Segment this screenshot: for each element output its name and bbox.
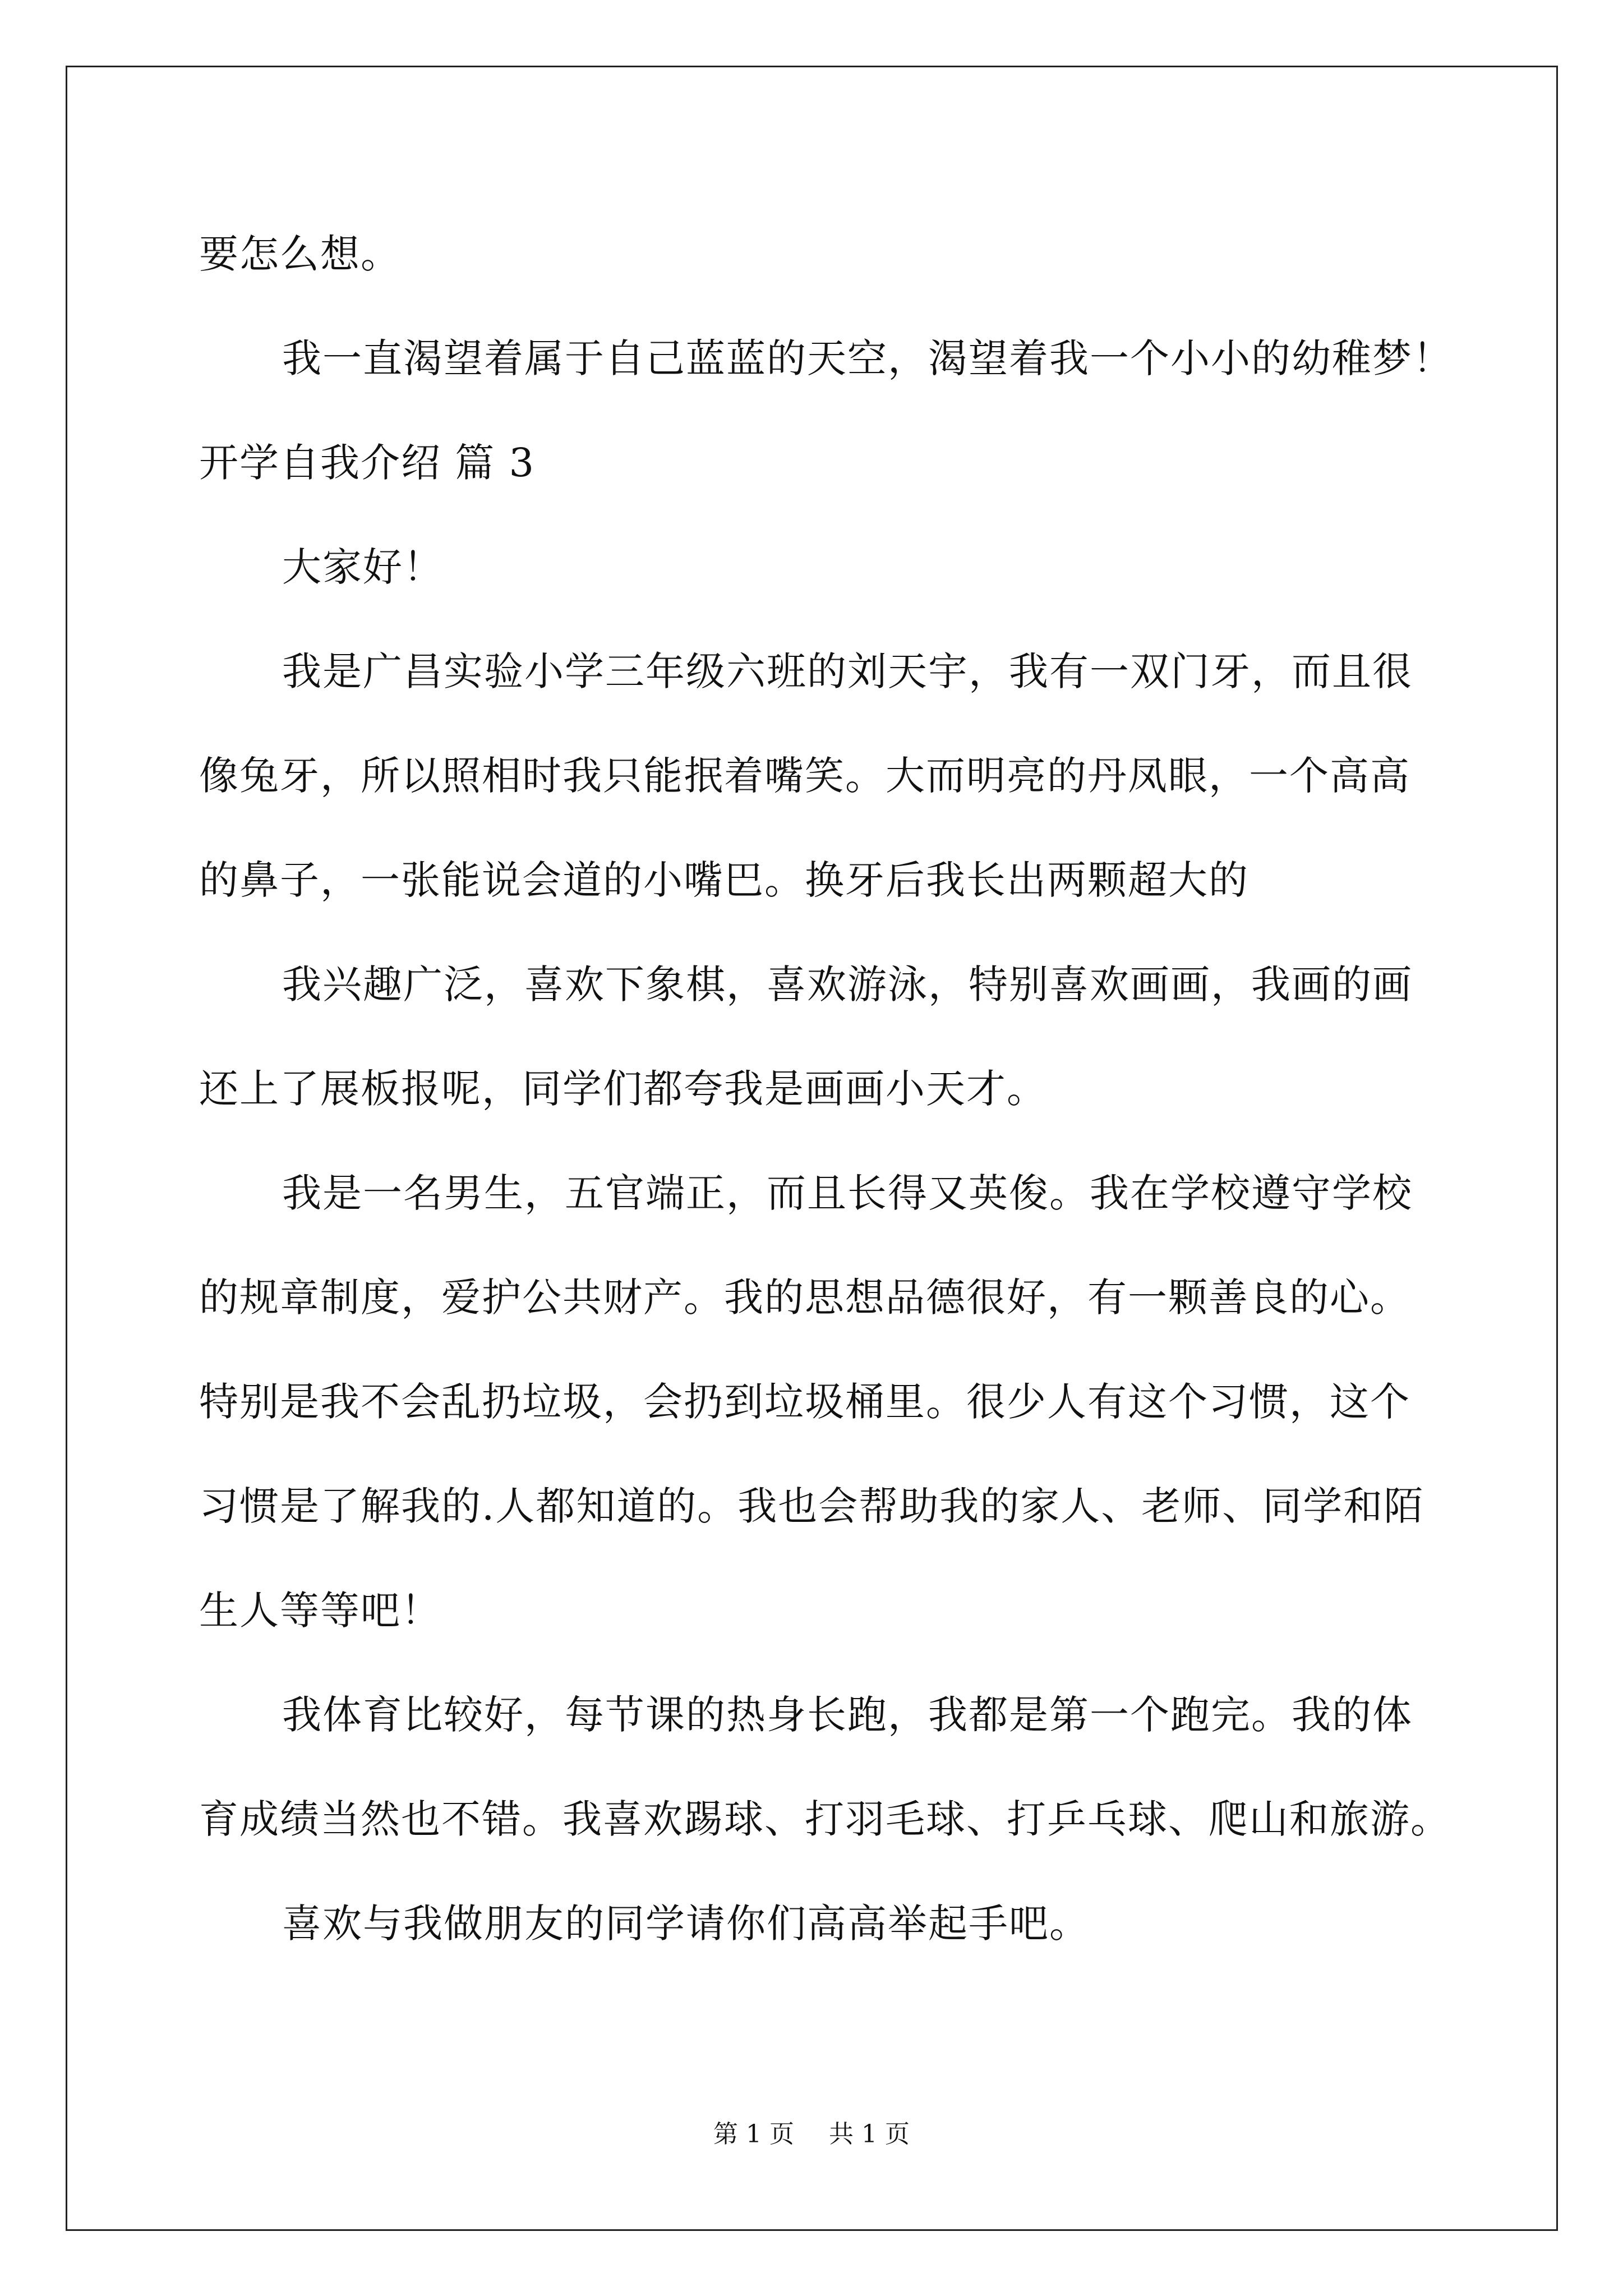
text-line: 特别是我不会乱扔垃圾，会扔到垃圾桶里。很少人有这个习惯，这个	[199, 1379, 1410, 1425]
paragraph-first-line: 我兴趣广泛，喜欢下象棋，喜欢游泳，特别喜欢画画，我画的画	[282, 961, 1413, 1007]
section-heading: 开学自我介绍 篇 3	[199, 440, 536, 486]
text-line: 像兔牙，所以照相时我只能抿着嘴笑。大而明亮的丹凤眼，一个高高	[199, 753, 1410, 799]
paragraph-first-line: 我体育比较好，每节课的热身长跑，我都是第一个跑完。我的体	[282, 1692, 1413, 1738]
text-line: 的鼻子，一张能说会道的小嘴巴。换牙后我长出两颗超大的	[199, 857, 1249, 903]
document-body	[199, 202, 1453, 1976]
paragraph-first-line: 喜欢与我做朋友的同学请你们高高举起手吧。	[282, 1901, 1090, 1947]
text-line: 的规章制度，爱护公共财产。我的思想品德很好，有一颗善良的心。	[199, 1274, 1410, 1320]
page-number-current: 第 1 页	[713, 2120, 794, 2148]
greeting-line: 大家好！	[282, 544, 444, 590]
paragraph-first-line: 我一直渴望着属于自己蓝蓝的天空，渴望着我一个小小的幼稚梦！	[282, 335, 1453, 381]
text-line: 习惯是了解我的.人都知道的。我也会帮助我的家人、老师、同学和陌	[199, 1483, 1424, 1529]
text-line: 还上了展板报呢，同学们都夸我是画画小天才。	[199, 1066, 1047, 1112]
paragraph-first-line: 我是一名男生，五官端正，而且长得又英俊。我在学校遵守学校	[282, 1170, 1413, 1216]
text-line: 生人等等吧！	[199, 1588, 441, 1634]
page-footer	[0, 2118, 1623, 2151]
text-line: 育成绩当然也不错。我喜欢踢球、打羽毛球、打乒乓球、爬山和旅游。	[199, 1796, 1451, 1842]
page-number-total: 共 1 页	[829, 2120, 910, 2148]
text-line: 要怎么想。	[199, 231, 401, 277]
paragraph-first-line: 我是广昌实验小学三年级六班的刘天宇，我有一双门牙，而且很	[282, 648, 1413, 694]
